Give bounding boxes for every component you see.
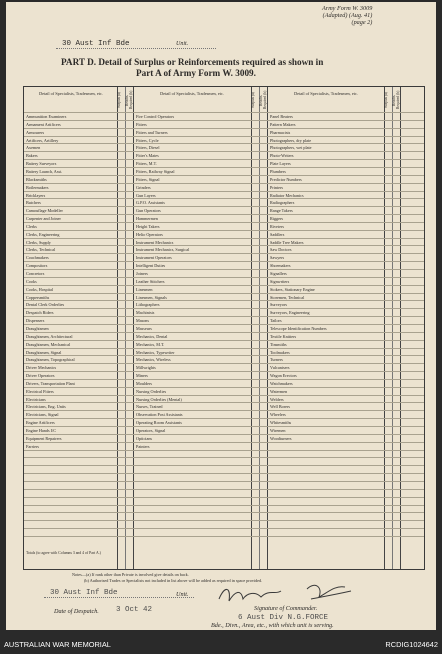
specialist-name: Camouflage Modeller <box>26 208 63 214</box>
specialist-name: Artificers, Artillery <box>26 137 59 143</box>
footer-unit-label: Unit. <box>176 591 189 598</box>
form-reference <box>322 5 372 26</box>
specialist-name: Riggers <box>270 216 284 222</box>
specialist-name: Equipment Repairers <box>26 435 62 441</box>
specialist-name: Textile Knitters <box>270 333 297 339</box>
specialist-name: Farriers <box>26 443 40 449</box>
specialist-name: Mechanics, Dental <box>136 333 168 339</box>
specialist-name: Radiographers <box>270 200 295 206</box>
specialist-name: Intelligent Duties <box>136 263 166 269</box>
specialist-name: Clerks, Technical <box>26 247 56 253</box>
specialist-name: Wagon Erectors <box>270 373 297 379</box>
date-label: Date of Despatch. <box>54 608 99 615</box>
specialist-name: Nurses, Trained <box>136 404 163 410</box>
specialist-name: Electricians, Eng. Units <box>26 404 66 410</box>
specialist-name: G.P.O. Assistants <box>136 200 165 206</box>
specialist-name: Despatch Riders <box>26 310 54 316</box>
form-ref-line2: (Adapted) (Aug. 41) <box>322 12 373 19</box>
form-title-line2: Part A of Army Form W. 3009. <box>136 68 256 78</box>
specialist-name: Photographers, dry plate <box>270 137 312 143</box>
specialist-name: Machinists <box>136 310 155 316</box>
specialist-name: Moulders <box>136 380 153 386</box>
specialist-name: Draughtsmen, Architectural <box>26 333 73 339</box>
header-reinf-1: Reinfts. Required (b) <box>125 90 133 110</box>
specialist-name: Woodturners <box>270 435 292 441</box>
header-surplus-3: Surplus (a) <box>384 92 388 108</box>
specialist-name: Cooks <box>26 278 37 284</box>
specialist-name: Toolmakers <box>270 349 290 355</box>
specialist-name: Watermen <box>270 388 288 394</box>
specialist-name: Photographers, wet plate <box>270 145 312 151</box>
date-value: 3 Oct 42 <box>116 606 153 614</box>
specialist-name: Surveyors, Engineering <box>270 310 310 316</box>
specialist-name: Instrument Operators <box>136 255 172 261</box>
specialist-name: Welders <box>270 396 284 402</box>
specialist-name: Operating Room Assistants <box>136 420 182 426</box>
specialist-name: Dental Clerk Orderlies <box>26 302 65 308</box>
specialists-table <box>23 86 425 570</box>
specialist-name: Gun Operators <box>136 208 161 214</box>
specialist-name: Engine Artificers <box>26 420 55 426</box>
specialist-name: Instrument Mechanics <box>136 239 174 245</box>
archive-name: AUSTRALIAN WAR MEMORIAL <box>4 640 111 649</box>
specialist-name: Drivers, Transportation Plant <box>26 380 75 386</box>
specialist-name: Instrument Mechanics, Surgical <box>136 247 190 253</box>
specialist-name: Nursing Orderlies (Mental) <box>136 396 182 402</box>
specialist-name: Electricians, Signal <box>26 412 59 418</box>
archive-footer <box>0 632 442 654</box>
specialist-name: Mechanics, Wireless <box>136 357 171 363</box>
specialist-name: Blacksmiths <box>26 176 47 182</box>
specialist-name: Storemen, Technical <box>270 294 305 300</box>
specialist-name: Pharmacists <box>270 129 291 135</box>
formation-value: 6 Aust Div N.G.FORCE <box>238 614 329 622</box>
specialist-name: Signwriters <box>270 278 290 284</box>
specialist-name: Photo-Writers <box>270 153 294 159</box>
specialist-name: Battery Surveyors <box>26 161 57 167</box>
specialist-name: Wheelers <box>270 412 286 418</box>
specialist-name: Clerks, Supply <box>26 239 51 245</box>
table-row <box>24 536 424 545</box>
specialist-name: Draughtsmen, Topographical <box>26 357 75 363</box>
specialist-name: Observation Post Assistants <box>136 412 183 418</box>
specialist-name: Tailors <box>270 318 282 324</box>
specialist-name: Mechanics, Typewriter <box>136 349 175 355</box>
unit-underline <box>56 48 216 49</box>
unit-value: 30 Aust Inf Bde <box>62 40 130 48</box>
specialist-name: Bricklayers <box>26 192 46 198</box>
specialist-name: Electricians <box>26 396 46 402</box>
specialist-name: Fitters and Turners <box>136 129 168 135</box>
specialist-name: Gun Layers <box>136 192 156 198</box>
specialist-name: Height Takers <box>136 223 160 229</box>
specialist-name: Axemen <box>26 145 41 151</box>
specialist-name: Operators, Signal <box>136 428 166 433</box>
specialist-name: Pattern Makers <box>270 121 296 127</box>
specialist-name: Turners <box>270 357 283 363</box>
specialist-name: Saddlers <box>270 231 285 237</box>
footer-unit-line <box>44 597 194 598</box>
specialist-name: Fitters <box>136 121 147 127</box>
specialist-name: Draughtsmen, Signal <box>26 349 62 355</box>
specialist-name: Sawyers <box>270 255 285 261</box>
header-reinf-3: Reinfts. Required (b) <box>392 90 400 110</box>
specialist-name: Signallers <box>270 271 287 276</box>
specialist-name: Plate Layers <box>270 161 291 167</box>
specialist-name: Telescope Identification Numbers <box>270 325 327 331</box>
specialist-name: Printers <box>270 184 284 190</box>
specialist-name: Joiners <box>136 271 148 276</box>
specialist-name: Panel Beaters <box>270 114 293 119</box>
header-detail-2: Detail of Specialists, Tradesmen, etc. <box>160 91 224 96</box>
specialist-name: Clerks <box>26 223 37 229</box>
specialist-name: Boilermakers <box>26 184 49 190</box>
header-reinf-2: Reinfts. Required (b) <box>259 90 267 110</box>
specialist-name: Coachmakers <box>26 255 49 261</box>
header-detail-1: Detail of Specialists, Tradesmen, etc. <box>39 91 103 96</box>
specialist-name: Millwrights <box>136 365 156 371</box>
unit-label: Unit. <box>176 41 189 47</box>
form-title-line1: PART D. Detail of Surplus or Reinforcements required as shown in <box>61 57 324 67</box>
specialist-name: Driver Mechanics <box>26 365 57 371</box>
specialist-name: Predictor Numbers <box>270 176 302 182</box>
specialist-name: Draughtsmen <box>26 325 49 331</box>
specialist-name: Bakers <box>26 153 38 159</box>
specialist-name: Leather Stitchers <box>136 278 165 284</box>
specialist-name: Armourers <box>26 129 45 135</box>
specialist-name: Fitters, Railway Signal <box>136 168 175 174</box>
specialist-name: Butchers <box>26 200 41 206</box>
formation-label: Bde., Divn., Area, etc., with which unit is serving. <box>211 622 334 629</box>
specialist-name: Carpenter and Joiner <box>26 216 61 222</box>
specialist-name: Nursing Orderlies <box>136 388 167 394</box>
specialist-name: Linesmen, Signals <box>136 294 167 300</box>
specialist-name: Fitter's Mates <box>136 153 159 159</box>
specialist-name: Mechanics, M.T. <box>136 341 165 347</box>
specialist-name: Armament Artificers <box>26 121 61 127</box>
specialist-name: Riveters <box>270 223 284 229</box>
note-b: (b) Authorised Trades or Specialists not included in list above will be added as required in space provided. <box>84 578 263 583</box>
specialist-name: Hammermen <box>136 216 158 222</box>
specialist-name: Painters <box>136 443 150 449</box>
specialist-name: Fire Control Operators <box>136 114 175 119</box>
specialist-name: Battery Launch, Asst. <box>26 168 63 174</box>
note-a: Notes—(a) If rank other than Private is involved give details on back. <box>72 572 189 577</box>
specialist-name: Grinders <box>136 184 151 190</box>
specialist-name: Radiator Mechanics <box>270 192 304 198</box>
totals-label: Totals (to agree with Columns 3 and 4 of Part A.) <box>26 551 101 555</box>
specialist-name: Fitters, Diesel <box>136 145 160 151</box>
specialist-name: Linesmen <box>136 286 153 292</box>
signature-label: Signature of Commander. <box>254 605 318 612</box>
specialist-name: Engine Hands I/C <box>26 428 57 433</box>
specialist-name: Masseurs <box>136 325 152 331</box>
form-ref-line1: Army Form W. 3009 <box>322 5 373 12</box>
specialist-name: Clerks, Engineering <box>26 231 60 237</box>
specialist-name: Vulcanisers <box>270 365 290 371</box>
specialist-name: Tinsmiths <box>270 341 287 347</box>
specialist-name: Watchmakers <box>270 380 293 386</box>
specialist-name: Plumbers <box>270 168 286 174</box>
specialist-name: Well Borers <box>270 404 291 410</box>
specialist-name: Range Takers <box>270 208 293 214</box>
specialist-name: Saw Doctors <box>270 247 292 253</box>
specialist-name: Fitters, Signal <box>136 176 160 182</box>
header-detail-3: Detail of Specialists, Tradesmen, etc. <box>294 91 358 96</box>
archive-id: RCDIG1024642 <box>385 640 438 649</box>
specialist-name: Lithographers <box>136 302 160 308</box>
specialist-name: Shoemakers <box>270 263 291 269</box>
specialist-name: Fitters, Cycle <box>136 137 159 143</box>
header-surplus-2: Surplus (a) <box>251 92 255 108</box>
specialist-name: Ammunition Examiners <box>26 114 67 119</box>
specialist-name: Helio Operators <box>136 231 163 237</box>
specialist-name: Fitters, M.T. <box>136 161 157 167</box>
specialist-name: Compositors <box>26 263 48 269</box>
specialist-name: Coppersmiths <box>26 294 50 300</box>
specialist-name: Electrical Fitters <box>26 388 54 394</box>
specialist-name: Cooks, Hospital <box>26 286 53 292</box>
form-page <box>6 2 436 630</box>
specialist-name: Stokers, Stationary Engine <box>270 286 315 292</box>
form-ref-line3: (page 2) <box>351 19 373 26</box>
specialist-name: Driver Operators <box>26 373 55 379</box>
specialist-name: Masons <box>136 318 150 324</box>
specialist-name: Surveyors <box>270 302 287 308</box>
header-surplus-1: Surplus (a) <box>117 92 121 108</box>
specialist-name: Whitesmiths <box>270 420 292 426</box>
specialist-name: Saddle Tree Makers <box>270 239 304 245</box>
specialist-name: Concretors <box>26 271 45 276</box>
specialist-name: Draughtsmen, Mechanical <box>26 341 71 347</box>
footer-unit-value: 30 Aust Inf Bde <box>50 589 118 597</box>
specialist-name: Dispensers <box>26 318 45 324</box>
specialist-name: Wiremen <box>270 428 286 433</box>
specialist-name: Miners <box>136 373 148 379</box>
specialist-name: Opticians <box>136 435 153 441</box>
